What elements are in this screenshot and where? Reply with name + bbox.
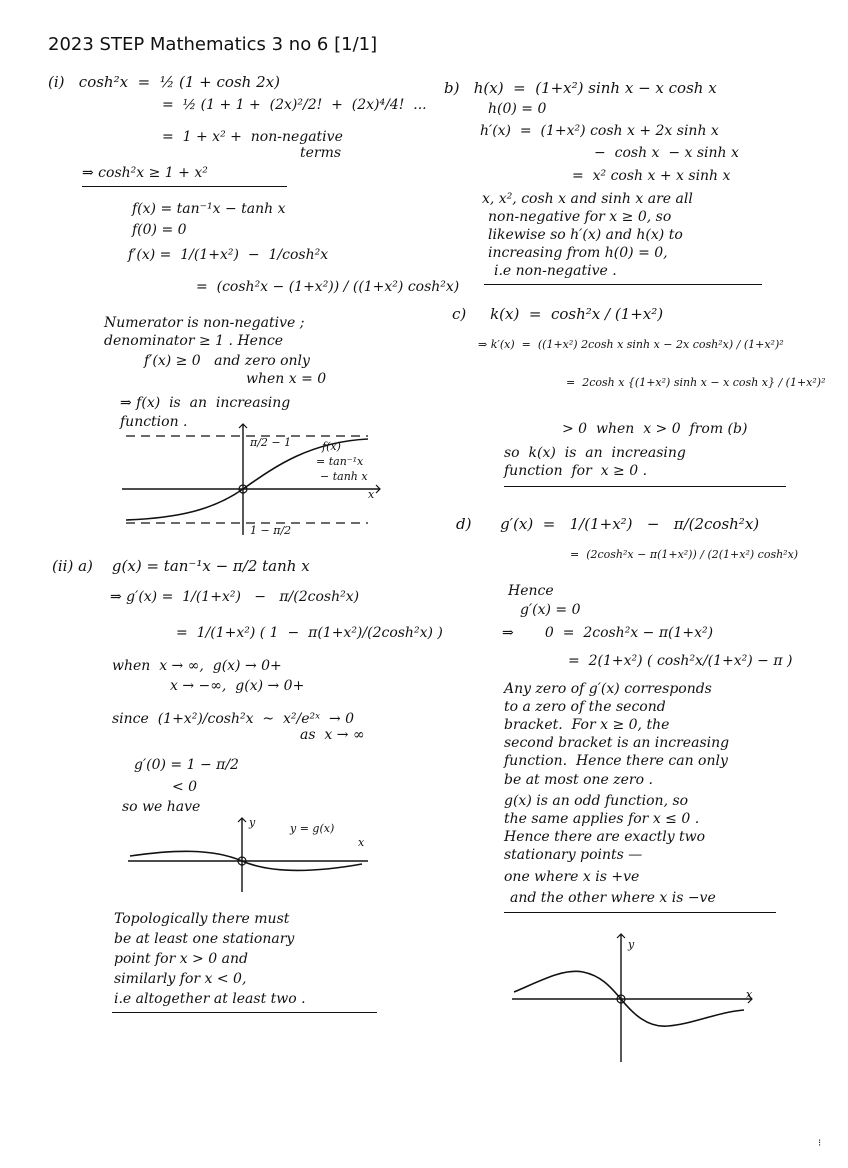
page-title: 2023 STEP Mathematics 3 no 6 [1/1] (48, 34, 378, 55)
text-line: function for x ≥ 0 . (504, 463, 648, 479)
graph-g (122, 814, 372, 894)
text-line: function. Hence there can only (504, 753, 728, 769)
graph1-label2: = tan⁻¹x (316, 455, 364, 468)
text-line: h(0) = 0 (488, 101, 547, 117)
text-line: be at least one stationary (114, 931, 295, 947)
text-line: d) g′(x) = 1/(1+x²) − π/(2cosh²x) (456, 515, 760, 533)
graph1-label1: f(x) (322, 440, 341, 453)
text-line: so k(x) is an increasing (504, 445, 686, 461)
divider (504, 912, 776, 913)
text-line: similarly for x < 0, (114, 971, 247, 987)
text-line: function . (120, 414, 188, 430)
graph1-top-label: π/2 − 1 (250, 436, 292, 449)
graph1-bottom-label: 1 − π/2 (250, 524, 292, 537)
text-line: (ii) a) g(x) = tan⁻¹x − π/2 tanh x (52, 557, 310, 575)
graph-f (118, 420, 388, 540)
text-line: = x² cosh x + x sinh x (572, 168, 731, 184)
text-line: to a zero of the second (504, 699, 666, 715)
text-line: bracket. For x ≥ 0, the (504, 717, 670, 733)
text-line: = (cosh²x − (1+x²)) / ((1+x²) cosh²x) (196, 279, 460, 295)
text-line: x, x², cosh x and sinh x are all (482, 191, 693, 207)
text-line: f′(x) = 1/(1+x²) − 1/cosh²x (128, 247, 329, 263)
text-line: c) k(x) = cosh²x / (1+x²) (452, 305, 664, 323)
graph3-y-label: y (628, 938, 635, 951)
graph2-label: y = g(x) (290, 822, 335, 835)
text-line: ⇒ 0 = 2cosh²x − π(1+x²) (502, 625, 714, 641)
text-line: likewise so h′(x) and h(x) to (488, 227, 683, 243)
graph3-x-label: x (746, 988, 753, 1001)
text-line: be at most one zero . (504, 772, 653, 788)
text-line: ⇒ g′(x) = 1/(1+x²) − π/(2cosh²x) (110, 589, 360, 605)
text-line: i.e altogether at least two . (114, 991, 306, 1007)
text-line: = 1 + x² + non-negative (162, 129, 343, 145)
text-line: when x → ∞, g(x) → 0+ (112, 658, 282, 674)
text-line: point for x > 0 and (114, 951, 248, 967)
divider (484, 284, 762, 285)
text-line: so we have (122, 799, 201, 815)
graph1-label3: − tanh x (320, 470, 368, 483)
text-line: x → −∞, g(x) → 0+ (170, 678, 305, 694)
text-line: denominator ≥ 1 . Hence (104, 333, 284, 349)
text-line: (i) cosh²x = ½ (1 + cosh 2x) (48, 73, 280, 91)
divider (112, 1012, 377, 1013)
text-line: terms (300, 145, 342, 161)
text-line: b) h(x) = (1+x²) sinh x − x cosh x (444, 79, 717, 97)
text-line: as x → ∞ (300, 727, 365, 743)
graph2-x-label: x (358, 836, 365, 849)
text-line: f(x) = tan⁻¹x − tanh x (132, 201, 286, 217)
text-line: = 1/(1+x²) ( 1 − π(1+x²)/(2cosh²x) ) (176, 625, 443, 641)
text-line: the same applies for x ≤ 0 . (504, 811, 700, 827)
text-line: Hence (508, 583, 554, 599)
text-line: Topologically there must (114, 911, 290, 927)
text-line: one where x is +ve (504, 869, 640, 885)
text-line: g′(x) = 0 (520, 602, 581, 618)
text-line: non-negative for x ≥ 0, so (488, 209, 672, 225)
text-line: ⇒ cosh²x ≥ 1 + x² (82, 165, 208, 181)
page-mark: ⁝ (818, 1138, 822, 1149)
text-line: since (1+x²)/cosh²x ~ x²/e²ˣ → 0 (112, 711, 355, 727)
text-line: = (2cosh²x − π(1+x²)) / (2(1+x²) cosh²x) (570, 548, 799, 561)
text-line: stationary points — (504, 847, 643, 863)
text-line: ⇒ k′(x) = ((1+x²) 2cosh x sinh x − 2x cosh²x) / (1+x²)² (478, 338, 784, 351)
divider (82, 186, 287, 187)
text-line: h′(x) = (1+x²) cosh x + 2x sinh x (480, 123, 719, 139)
text-line: increasing from h(0) = 0, (488, 245, 668, 261)
text-line: f′(x) ≥ 0 and zero only (144, 353, 310, 369)
text-line: = ½ (1 + 1 + (2x)²/2! + (2x)⁴/4! ... (162, 97, 427, 113)
text-line: when x = 0 (246, 371, 327, 387)
text-line: = 2cosh x {(1+x²) sinh x − x cosh x} / (1+x²)² (566, 376, 826, 389)
text-line: second bracket is an increasing (504, 735, 730, 751)
text-line: > 0 when x > 0 from (b) (562, 421, 748, 437)
text-line: i.e non-negative . (494, 263, 617, 279)
text-line: g′(0) = 1 − π/2 (134, 757, 239, 773)
text-line: f(0) = 0 (132, 222, 187, 238)
text-line: < 0 (172, 779, 198, 795)
graph2-y-label: y (249, 816, 256, 829)
graph1-x-label: x (368, 488, 375, 501)
text-line: and the other where x is −ve (510, 890, 716, 906)
text-line: Any zero of g′(x) corresponds (504, 681, 712, 697)
text-line: g(x) is an odd function, so (504, 793, 689, 809)
graph-g-stationary (508, 930, 764, 1066)
text-line: Numerator is non-negative ; (104, 315, 305, 331)
text-line: = 2(1+x²) ( cosh²x/(1+x²) − π ) (568, 653, 793, 669)
text-line: Hence there are exactly two (504, 829, 706, 845)
text-line: − cosh x − x sinh x (594, 145, 739, 161)
text-line: ⇒ f(x) is an increasing (120, 395, 291, 411)
divider (504, 486, 786, 487)
